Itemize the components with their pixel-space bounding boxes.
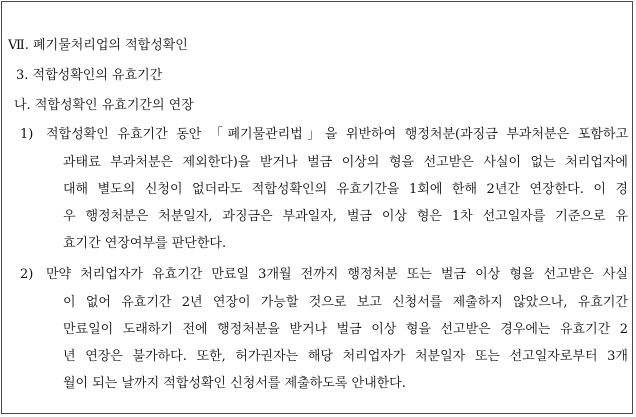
item-1-line-5: 효기간 연장여부를 판단한다. bbox=[63, 236, 227, 251]
item-2-line-4: 년 연장은 불가하다. 또한, 허가권자는 해당 처리업자가 처분일자 또는 선고일자로부터 3개 bbox=[63, 349, 628, 364]
subsection-heading: 나. 적합성확인 유효기간의 연장 bbox=[14, 98, 194, 113]
item-1-line-3: 대해 별도의 신청이 없더라도 적합성확인의 유효기간을 1회에 한해 2년간 연장한다. 이 경 bbox=[63, 182, 628, 197]
item-1-line-2: 과태료 부과처분은 제외한다)을 받거나 벌금 이상의 형을 선고받은 사실이 없는 처리업자에 bbox=[63, 155, 628, 170]
item-1-line-4: 우 행정처분은 처분일자, 과징금은 부과일자, 벌금 이상 형은 1차 선고일자를 기준으로 유 bbox=[63, 209, 628, 224]
section-heading: 3. 적합성확인의 유효기간 bbox=[16, 68, 163, 83]
document-frame bbox=[1, 1, 633, 414]
item-2-line-3: 만료일이 도래하기 전에 행정처분을 받거나 벌금 이상 형을 선고받은 경우에는 유효기간 2 bbox=[63, 322, 628, 337]
item-2-line-5: 월이 되는 날까지 적합성확인 신청서를 제출하도록 안내한다. bbox=[63, 376, 406, 391]
item-1-number: 1) bbox=[20, 127, 34, 142]
item-1-line-1: 적합성확인 유효기간 동안 「폐기물관리법」을 위반하여 행정처분(과징금 부과처분은 포함하고 bbox=[46, 127, 628, 142]
chapter-heading: Ⅶ. 폐기물처리업의 적합성확인 bbox=[8, 38, 188, 53]
item-2-line-2: 이 없어 유효기간 2년 연장이 가능할 것으로 보고 신청서를 제출하지 않았으나, 유효기간 bbox=[63, 295, 628, 310]
item-2-number: 2) bbox=[20, 267, 34, 282]
item-2-line-1: 만약 처리업자가 유효기간 만료일 3개월 전까지 행정처분 또는 벌금 이상 형을 선고받은 사실 bbox=[46, 267, 628, 282]
